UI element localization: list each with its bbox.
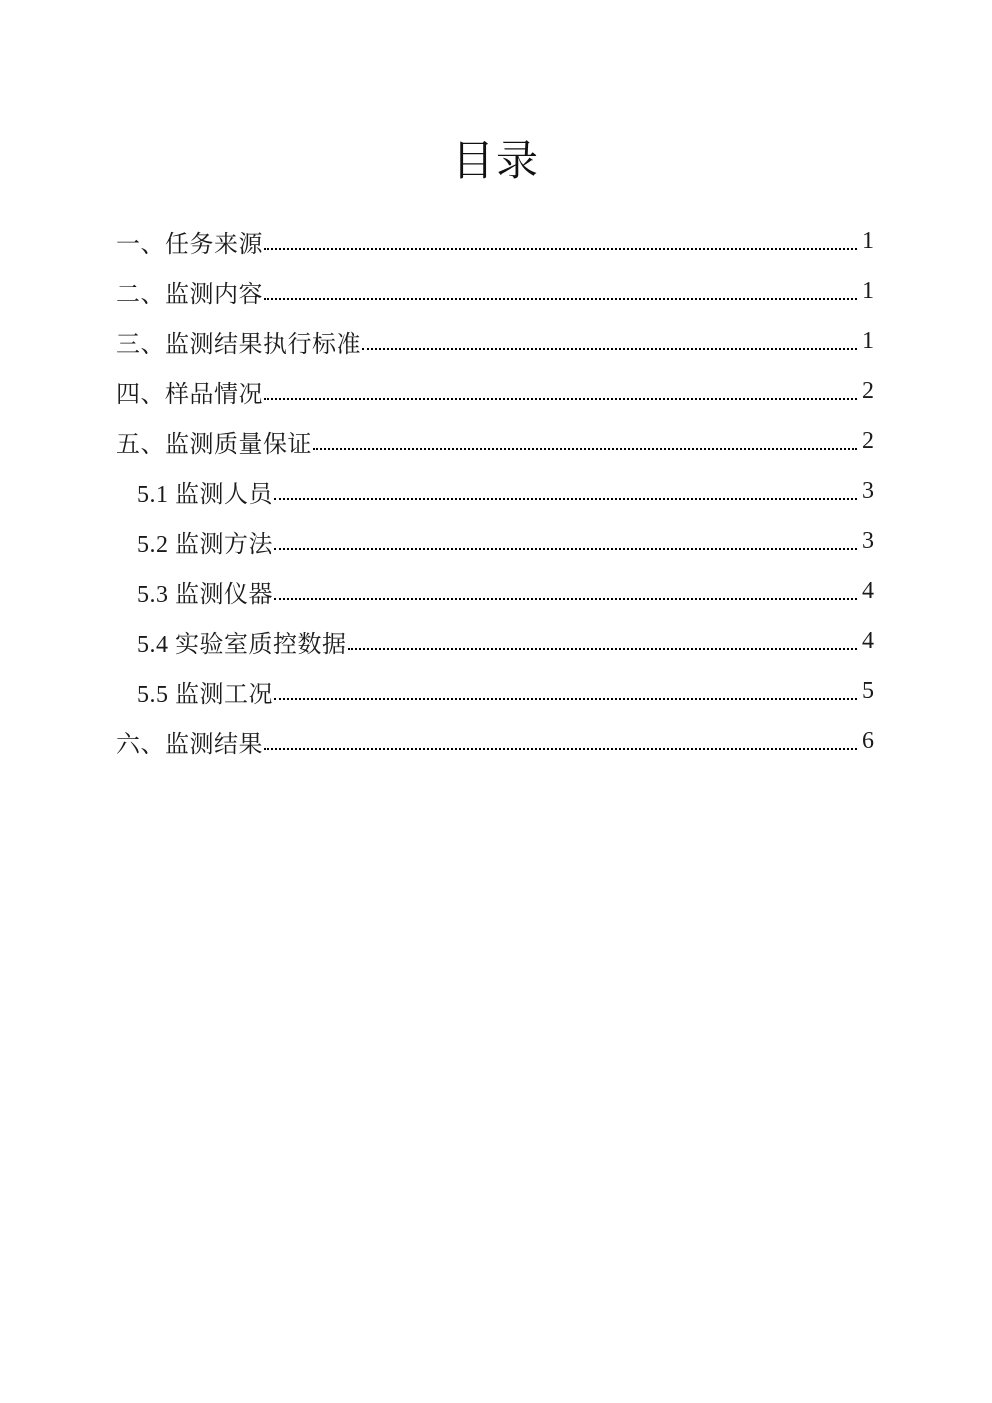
dot-leader xyxy=(313,433,857,450)
toc-entry[interactable] xyxy=(116,617,874,667)
toc-entry-page: 2 xyxy=(862,378,874,405)
toc-entry[interactable] xyxy=(116,317,874,367)
toc-entry-page: 3 xyxy=(862,528,874,555)
toc-entry-label: 5.5 监测工况 xyxy=(137,682,273,709)
toc-entry-label: 二、监测内容 xyxy=(116,282,263,309)
toc-entry-page: 4 xyxy=(862,628,874,655)
toc-entry[interactable] xyxy=(116,217,874,267)
dot-leader xyxy=(274,483,857,500)
toc-entry[interactable] xyxy=(116,667,874,717)
toc-entry[interactable] xyxy=(116,367,874,417)
toc-entry[interactable] xyxy=(116,267,874,317)
toc-entry-label: 六、监测结果 xyxy=(116,732,263,759)
document-title: 目录 xyxy=(451,139,540,186)
toc-entry[interactable] xyxy=(116,717,874,767)
dot-leader xyxy=(348,633,858,650)
dot-leader xyxy=(264,283,857,300)
toc-entry-label: 四、样品情况 xyxy=(116,382,263,409)
toc-entry-label: 5.1 监测人员 xyxy=(137,482,273,509)
toc-entry-label: 一、任务来源 xyxy=(116,232,263,259)
toc-entry-label: 五、监测质量保证 xyxy=(116,432,312,459)
toc-list xyxy=(116,217,874,767)
toc-entry-page: 6 xyxy=(862,728,874,755)
dot-leader xyxy=(274,583,857,600)
toc-entry-label: 5.3 监测仪器 xyxy=(137,582,273,609)
toc-entry-page: 2 xyxy=(862,428,874,455)
dot-leader xyxy=(362,333,857,350)
dot-leader xyxy=(264,233,857,250)
dot-leader xyxy=(274,533,857,550)
dot-leader xyxy=(264,383,857,400)
toc-entry-label: 5.2 监测方法 xyxy=(137,532,273,559)
toc-entry-page: 1 xyxy=(862,278,874,305)
toc-entry-label: 5.4 实验室质控数据 xyxy=(137,632,347,659)
toc-entry-page: 4 xyxy=(862,578,874,605)
toc-entry-page: 3 xyxy=(862,478,874,505)
toc-entry[interactable] xyxy=(116,567,874,617)
toc-entry-page: 1 xyxy=(862,228,874,255)
dot-leader xyxy=(274,683,857,700)
toc-entry-page: 1 xyxy=(862,328,874,355)
toc-entry-label: 三、监测结果执行标准 xyxy=(116,332,361,359)
toc-entry[interactable] xyxy=(116,467,874,517)
toc-entry-page: 5 xyxy=(862,678,874,705)
toc-entry[interactable] xyxy=(116,417,874,467)
toc-entry[interactable] xyxy=(116,517,874,567)
dot-leader xyxy=(264,733,857,750)
